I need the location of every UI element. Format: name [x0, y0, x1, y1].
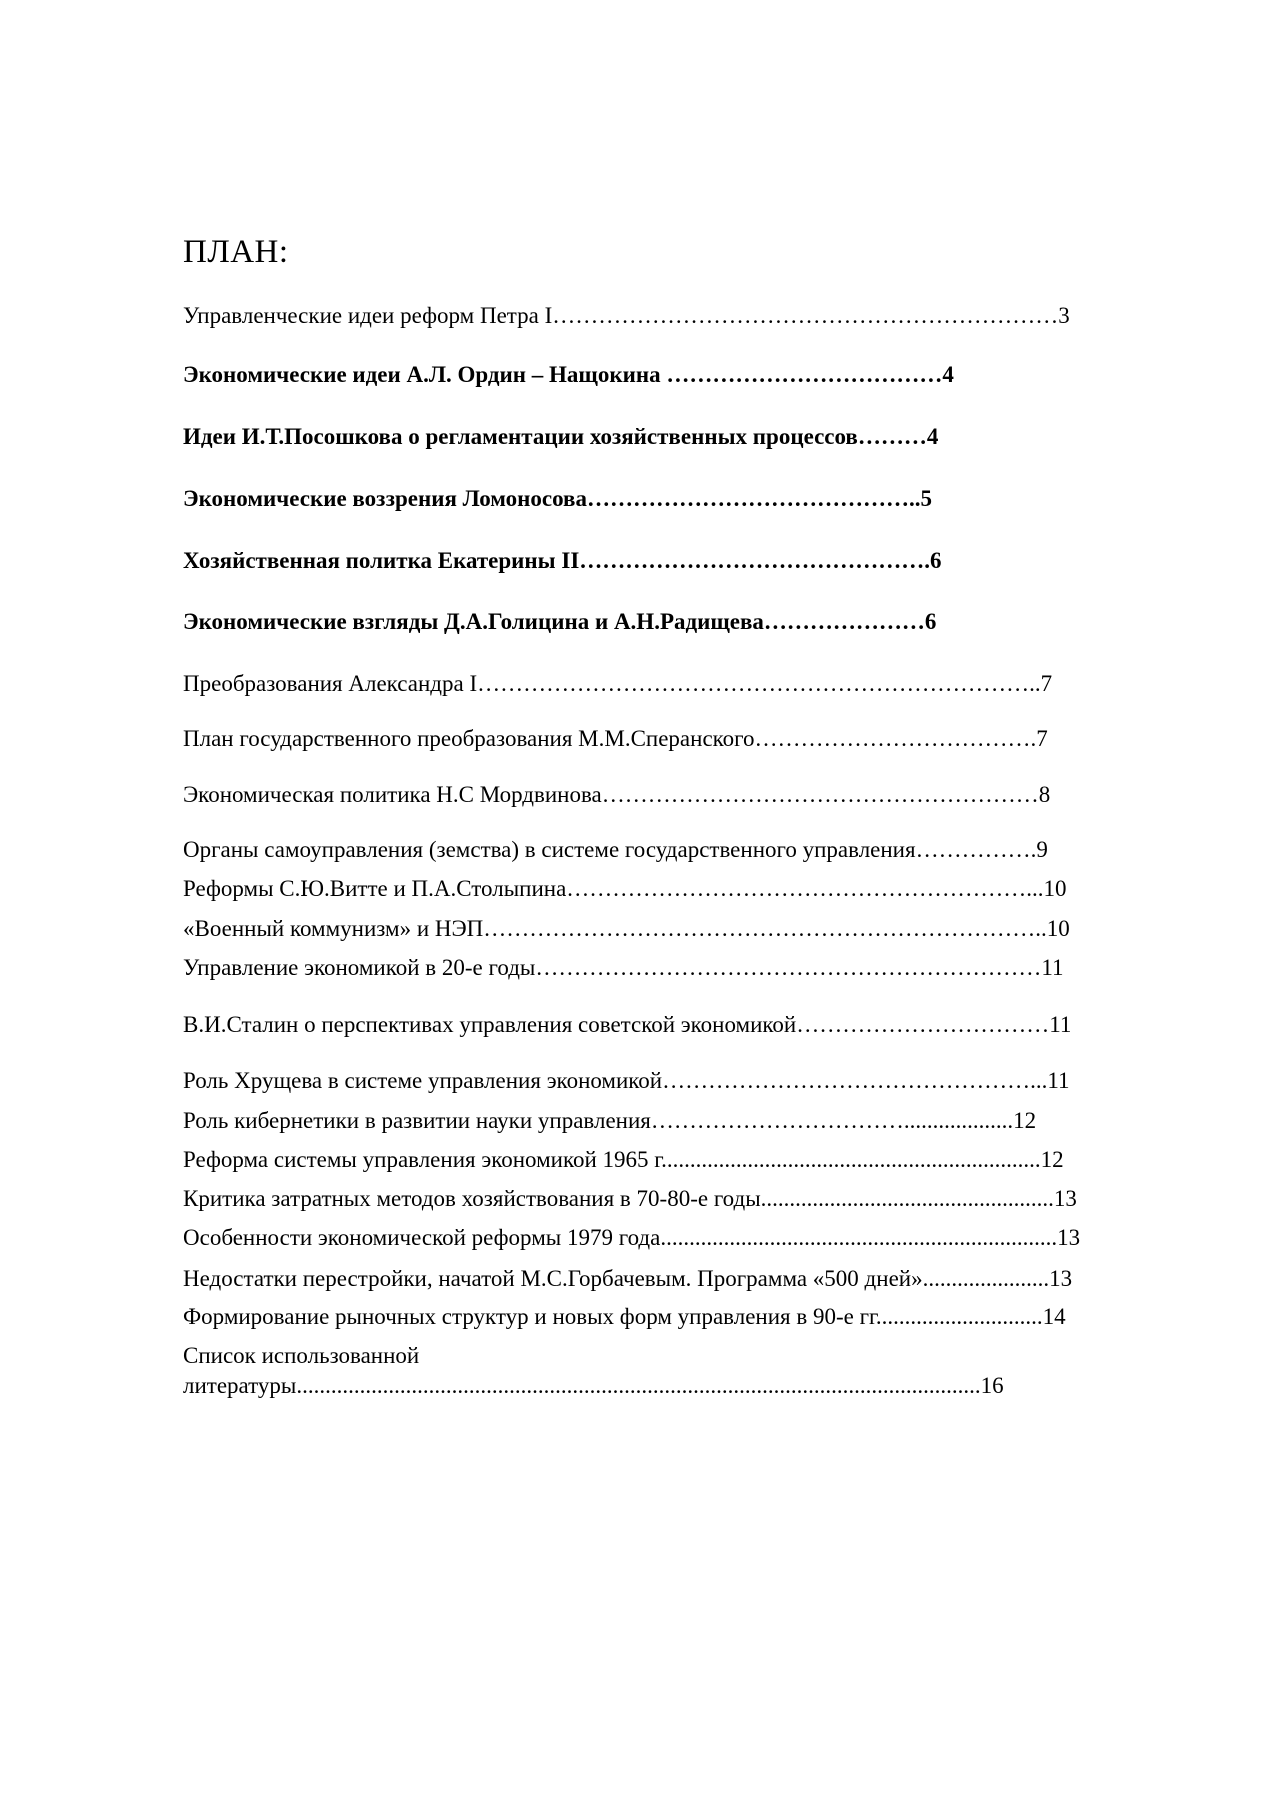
toc-entry: Недостатки перестройки, начатой М.С.Горбачевым. Программа «500 дней»......................13: [183, 1266, 1073, 1291]
toc-entry: Особенности экономической реформы 1979 года.....................................................................13: [183, 1225, 1081, 1250]
toc-entry: Реформа системы управления экономикой 1965 г..................................................................12: [183, 1147, 1064, 1172]
toc-entry: Критика затратных методов хозяйствования в 70-80-е годы...................................................13: [183, 1186, 1077, 1211]
toc-entry: Преобразования Александра I………………………………………………………………..7: [183, 671, 1053, 696]
toc-entry: Роль кибернетики в развитии науки управления……………………………...................12: [183, 1108, 1037, 1133]
toc-entry: Управление экономикой в 20-е годы…………………………………………………………11: [183, 955, 1064, 980]
toc-entry: Формирование рыночных структур и новых форм управления в 90-е гг.............................14: [183, 1304, 1066, 1329]
toc-entry-literature-line1: Список использованной: [183, 1343, 420, 1368]
toc-entry: Экономические воззрения Ломоносова……………………………………..5: [183, 486, 932, 511]
toc-entry: Реформы С.Ю.Витте и П.А.Столыпина……………………………………………………...10: [183, 876, 1067, 901]
toc-entry: Управленческие идеи реформ Петра I…………………………………………………………3: [183, 303, 1070, 328]
toc-entry: Экономические взгляды Д.А.Голицина и А.Н.Радищева…………………6: [183, 609, 937, 634]
toc-entry: Идеи И.Т.Посошкова о регламентации хозяйственных процессов………4: [183, 424, 939, 449]
toc-entry-literature-line2: литературы.......................................................................................................................16: [183, 1373, 1004, 1398]
toc-entry: В.И.Сталин о перспективах управления советской экономикой……………………………11: [183, 1012, 1072, 1037]
toc-entry: «Военный коммунизм» и НЭП………………………………………………………………..10: [183, 916, 1070, 941]
toc-entry: План государственного преобразования М.М.Сперанского……………………………….7: [183, 726, 1048, 751]
toc-entry: Роль Хрущева в системе управления экономикой…………………………………………...11: [183, 1068, 1070, 1093]
page-title: ПЛАН:: [183, 234, 289, 270]
toc-entry: Экономическая политика Н.С Мордвинова…………………………………………………8: [183, 782, 1051, 807]
toc-entry: Экономические идеи А.Л. Ордин – Нащокина ………………………………4: [183, 362, 954, 387]
toc-entry: Органы самоуправления (земства) в системе государственного управления…………….9: [183, 837, 1048, 862]
toc-entry: Хозяйственная политка Екатерины II……………………………………….6: [183, 548, 942, 573]
